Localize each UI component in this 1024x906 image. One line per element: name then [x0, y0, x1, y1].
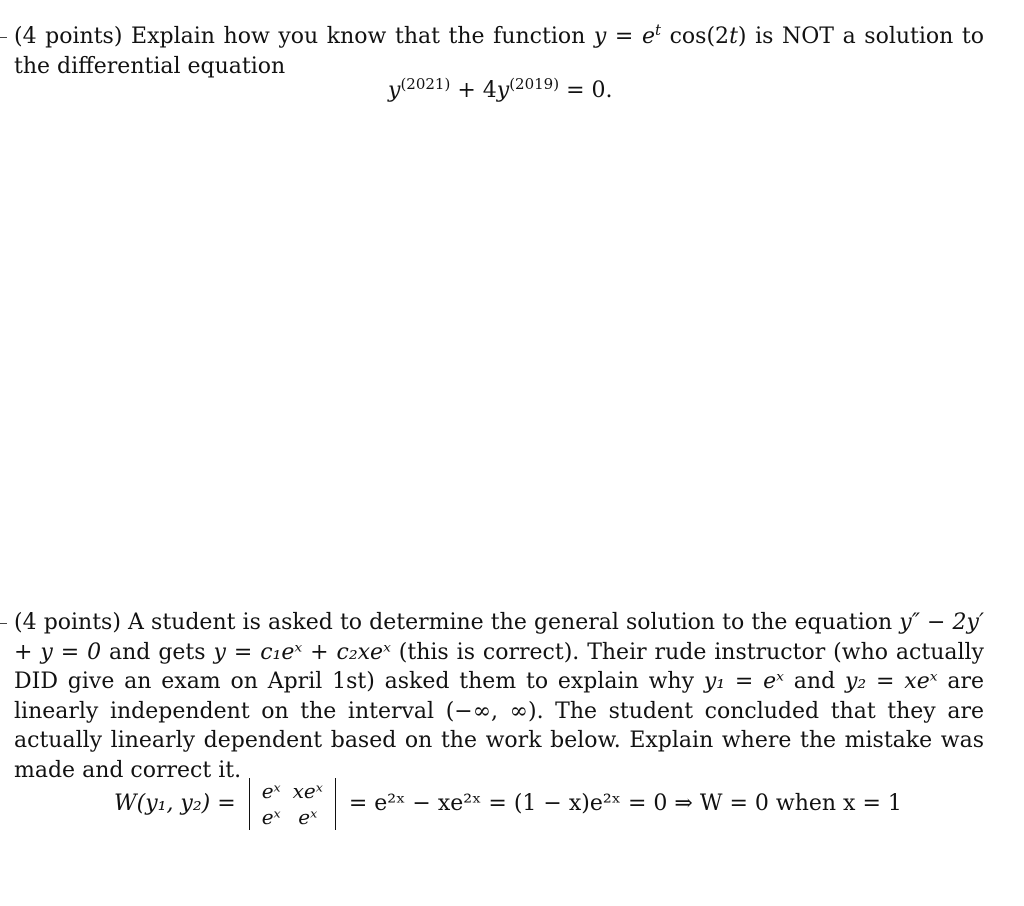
matrix-cell: eˣ	[298, 805, 318, 829]
wronskian-determinant	[249, 778, 336, 830]
cos-function: cos(2	[661, 24, 730, 49]
problem-2-text	[14, 608, 984, 785]
general-solution: y = c₁eˣ + c₂xeˣ	[213, 639, 391, 665]
close-paren: )	[737, 24, 747, 49]
base-e: e	[641, 24, 655, 49]
matrix-cell: xeˣ	[292, 779, 323, 803]
matrix-cell: eˣ	[261, 779, 281, 803]
function-var-y: y	[593, 24, 607, 49]
wronskian-equation	[114, 778, 902, 830]
eq-derivative-order-2: (2019)	[509, 75, 560, 93]
ode-expression: y″ − 2y′ + y = 0	[14, 610, 984, 665]
problem-2-text-4: and	[783, 669, 845, 694]
eq-y-1: y	[388, 78, 401, 103]
eq-derivative-order-1: (2021)	[400, 75, 451, 93]
var-t: t	[729, 24, 738, 49]
problem-2-text-6: . The student concluded that they are actually linearly dependent based on the work below. Explain where the mistake was made and correct it.	[14, 698, 984, 783]
differential-equation	[388, 75, 613, 103]
wronskian-lhs: W(y₁, y₂) =	[114, 791, 236, 816]
eq-y-2: y	[496, 78, 510, 103]
margin-mark	[0, 623, 7, 624]
margin-mark	[0, 37, 7, 38]
interval: (−∞, ∞)	[445, 698, 537, 724]
problem-2-text-5: are linearly independent on the interval	[14, 669, 984, 724]
exponent-t: t	[654, 21, 662, 39]
equals-sign: =	[606, 24, 642, 49]
problem-1-rest: is NOT a solution to the differential equation	[14, 24, 985, 79]
y1-definition: y₁ = eˣ	[703, 669, 784, 694]
problem-2-intro: (4 points) A student is asked to determine the general solution to the equation	[14, 610, 900, 635]
matrix-cell: eˣ	[261, 805, 281, 829]
problem-1-intro: (4 points) Explain how you know that the function	[14, 24, 594, 49]
wronskian-rhs: = e²ˣ − xe²ˣ = (1 − x)e²ˣ = 0 ⇒ W = 0 when x = 1	[348, 791, 902, 816]
eq-plus-four: + 4	[450, 78, 497, 103]
eq-equals-zero: = 0.	[559, 78, 613, 103]
problem-2-text-2: and gets	[101, 639, 214, 665]
y2-definition: y₂ = xeˣ	[844, 669, 938, 694]
problem-1-text	[14, 22, 984, 81]
problem-2-text-3: (this is correct). Their rude instructor (who actually DID give an exam on April 1st) asked them to explain why	[14, 639, 984, 694]
